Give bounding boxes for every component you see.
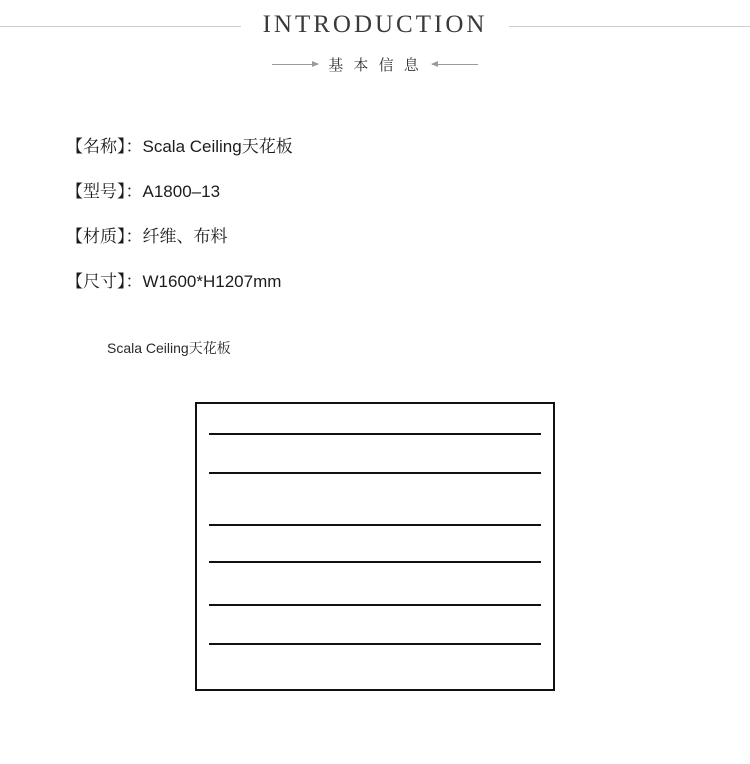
panel-slat-line <box>209 643 541 645</box>
page-header <box>0 0 750 77</box>
panel-slat-line <box>209 524 541 526</box>
spec-row <box>66 135 750 159</box>
spec-value-name: Scala Ceiling天花板 <box>142 137 293 156</box>
arrow-right-icon <box>432 64 478 65</box>
subtitle-row <box>0 51 750 77</box>
panel-slat-line <box>209 433 541 435</box>
panel-slat-line <box>209 561 541 563</box>
spec-label-model: 【型号】： <box>66 182 143 201</box>
ceiling-panel-diagram <box>195 402 555 691</box>
spec-row <box>66 225 750 249</box>
spec-value-model: A1800–13 <box>142 182 221 201</box>
specification-list <box>0 135 750 294</box>
spec-row <box>66 180 750 204</box>
spec-value-size: W1600*H1207mm <box>142 272 282 291</box>
spec-label-material: 【材质】： <box>66 227 143 246</box>
spec-value-material: 纤维、布料 <box>142 227 228 246</box>
diagram-caption: Scala Ceiling天花板 <box>107 340 231 356</box>
spec-label-size: 【尺寸】： <box>66 272 143 291</box>
spec-row <box>66 270 750 294</box>
page-title: INTRODUCTION <box>241 8 510 42</box>
spec-label-name: 【名称】： <box>66 137 143 156</box>
arrow-left-icon <box>272 64 318 65</box>
diagram-container <box>0 402 750 691</box>
panel-slat-line <box>209 604 541 606</box>
panel-slat-line <box>209 472 541 474</box>
page-subtitle: 基 本 信 息 <box>328 56 422 74</box>
